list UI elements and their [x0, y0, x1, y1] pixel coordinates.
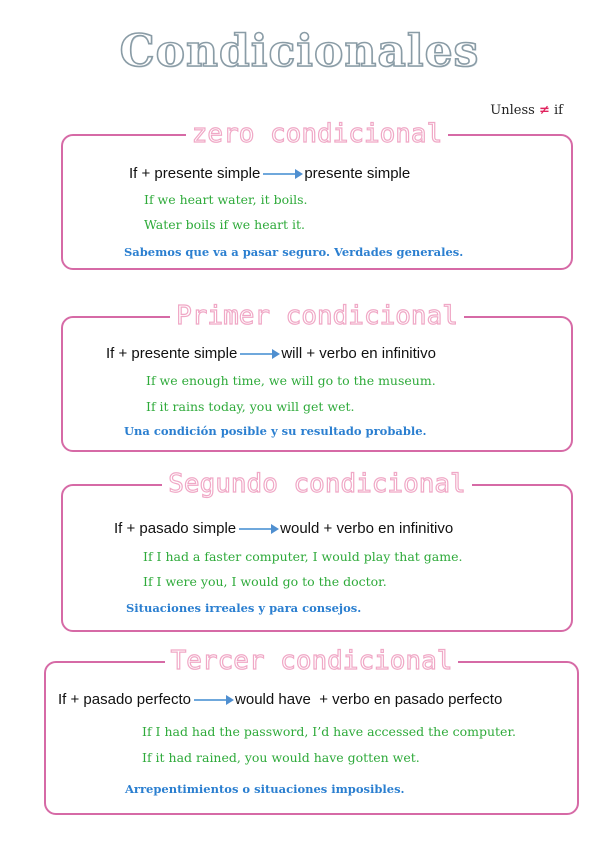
formula-result: would have + verbo en pasado perfecto: [235, 691, 503, 708]
formula: [106, 345, 436, 362]
formula-result: presente simple: [304, 165, 411, 182]
formula-condition: If + pasado simple: [114, 520, 237, 537]
example-sentence: Water boils if we heart it.: [144, 217, 306, 232]
usage-note: Sabemos que va a pasar seguro. Verdades generales.: [124, 245, 464, 259]
second-conditional-box: [61, 469, 573, 632]
formula: [129, 165, 410, 182]
formula: [58, 691, 502, 708]
zero-conditional-box: [61, 119, 573, 270]
arrow-icon: [263, 173, 301, 175]
example-sentence: If I had a faster computer, I would play that game.: [143, 549, 463, 564]
example-sentence: If we enough time, we will go to the museum.: [146, 373, 436, 388]
usage-note: Arrepentimientos o situaciones imposibles.: [125, 782, 405, 796]
unless-word: Unless: [490, 103, 535, 118]
usage-note: Situaciones irreales y para consejos.: [126, 601, 362, 615]
formula-condition: If + presente simple: [106, 345, 238, 362]
example-sentence: If it rains today, you will get wet.: [146, 399, 355, 414]
formula: [114, 520, 453, 537]
unless-note: [490, 103, 563, 118]
first-conditional-box: [61, 301, 573, 452]
page-title: Condicionales: [119, 26, 480, 77]
section-heading: Segundo condicional: [162, 469, 471, 499]
formula-condition: If + presente simple: [129, 165, 261, 182]
third-conditional-box: [44, 646, 579, 815]
example-sentence: If it had rained, you would have gotten wet.: [142, 750, 420, 765]
example-sentence: If I were you, I would go to the doctor.: [143, 574, 387, 589]
if-word: if: [554, 103, 563, 118]
section-heading: Tercer condicional: [165, 646, 459, 676]
example-sentence: If I had had the password, I’d have accessed the computer.: [142, 724, 517, 739]
formula-condition: If + pasado perfecto: [58, 691, 192, 708]
formula-result: would + verbo en infinitivo: [280, 520, 454, 537]
section-heading: Primer condicional: [170, 301, 464, 331]
usage-note: Una condición posible y su resultado probable.: [124, 424, 427, 438]
formula-result: will + verbo en infinitivo: [281, 345, 436, 362]
not-equal-symbol: ≠: [538, 103, 550, 118]
arrow-icon: [239, 528, 277, 530]
example-sentence: If we heart water, it boils.: [144, 192, 308, 207]
arrow-icon: [194, 699, 232, 701]
arrow-icon: [240, 353, 278, 355]
section-heading: zero condicional: [186, 119, 448, 149]
